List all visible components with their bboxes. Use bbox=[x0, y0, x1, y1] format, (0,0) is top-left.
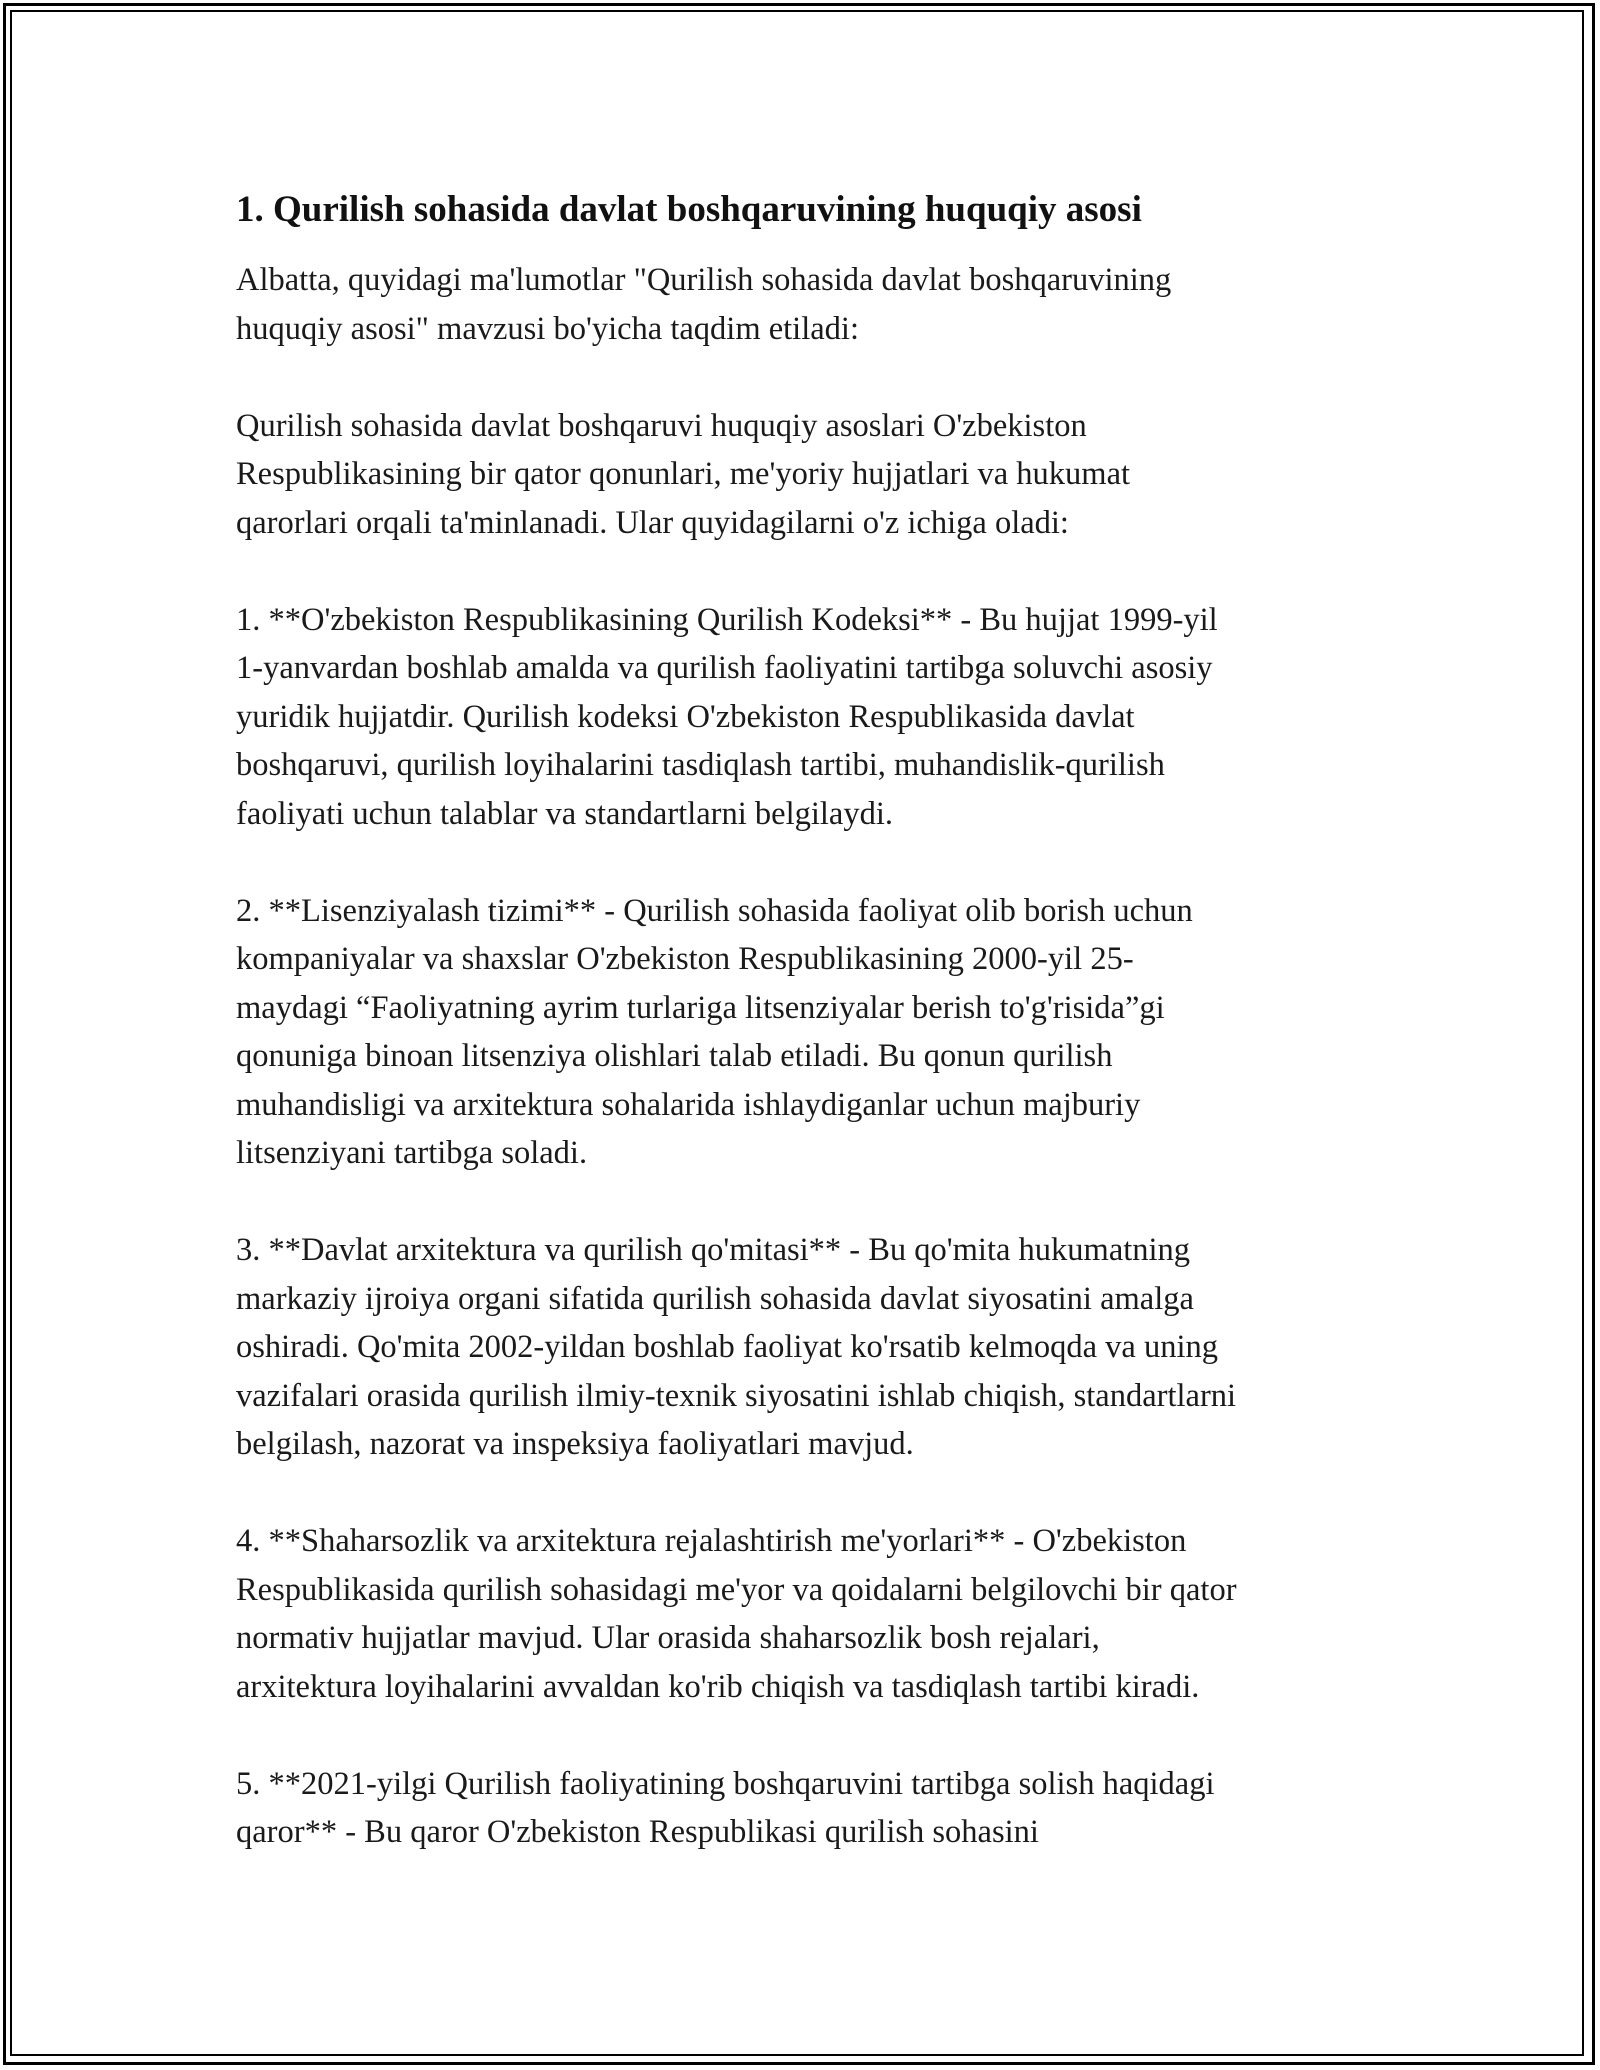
text-line: normativ hujjatlar mavjud. Ular orasida shaharsozlik bosh rejalari, bbox=[236, 1620, 1100, 1656]
text-line: faoliyati uchun talablar va standartlarni belgilaydi. bbox=[236, 795, 893, 832]
text-line: Respublikasida qurilish sohasidagi me'yor va qoidalarni belgilovchi bir qator bbox=[236, 1571, 1237, 1608]
text-line: Albatta, quyidagi ma'lumotlar "Qurilish sohasida davlat boshqaruvining bbox=[236, 262, 1172, 298]
text-line: qarorlari orqali ta'minlanadi. Ular quyidagilarni o'z ichiga oladi: bbox=[236, 504, 1069, 541]
paragraph-overview bbox=[236, 402, 1386, 548]
text-line: boshqaruvi, qurilish loyihalarini tasdiqlash tartibi, muhandislik-qurilish bbox=[236, 747, 1165, 783]
text-line: 1. **O'zbekiston Respublikasining Qurilish Kodeksi** - Bu hujjat 1999-yil bbox=[236, 601, 1218, 638]
text-line: qonuniga binoan litsenziya olishlari talab etiladi. Bu qonun qurilish bbox=[236, 1038, 1113, 1074]
text-line: 2. **Lisenziyalash tizimi** - Qurilish sohasida faoliyat olib borish uchun bbox=[236, 892, 1193, 929]
text-line: arxitektura loyihalarini avvaldan ko'rib chiqish va tasdiqlash tartibi kiradi. bbox=[236, 1668, 1200, 1705]
text-line: 5. **2021-yilgi Qurilish faoliyatining boshqaruvini tartibga solish haqidagi bbox=[236, 1765, 1215, 1802]
text-line: 4. **Shaharsozlik va arxitektura rejalashtirish me'yorlari** - O'zbekiston bbox=[236, 1523, 1187, 1559]
text-line: huquqiy asosi" mavzusi bo'yicha taqdim etiladi: bbox=[236, 310, 859, 347]
text-line: yuridik hujjatdir. Qurilish kodeksi O'zbekiston Respublikasida davlat bbox=[236, 698, 1135, 735]
list-item-4 bbox=[236, 1517, 1386, 1711]
text-line: 3. **Davlat arxitektura va qurilish qo'mitasi** - Bu qo'mita hukumatning bbox=[236, 1232, 1191, 1268]
paragraph-intro bbox=[236, 256, 1386, 353]
list-item-1 bbox=[236, 596, 1386, 839]
text-line: vazifalari orasida qurilish ilmiy-texnik siyosatini ishlab chiqish, standartlarni bbox=[236, 1377, 1237, 1414]
text-line: qaror** - Bu qaror O'zbekiston Respublikasi qurilish sohasini bbox=[236, 1814, 1039, 1850]
text-line: 1-yanvardan boshlab amalda va qurilish faoliyatini tartibga soluvchi asosiy bbox=[236, 650, 1213, 686]
text-line: kompaniyalar va shaxslar O'zbekiston Respublikasining 2000-yil 25- bbox=[236, 941, 1134, 977]
text-line: Respublikasining bir qator qonunlari, me'yoriy hujjatlari va hukumat bbox=[236, 456, 1131, 492]
text-line: litsenziyani tartibga soladi. bbox=[236, 1135, 588, 1171]
text-line: oshiradi. Qo'mita 2002-yildan boshlab faoliyat ko'rsatib kelmoqda va uning bbox=[236, 1329, 1219, 1365]
text-line: maydagi “Faoliyatning ayrim turlariga litsenziyalar berish to'g'risida”gi bbox=[236, 989, 1165, 1026]
text-line: belgilash, nazorat va inspeksiya faoliyatlari mavjud. bbox=[236, 1426, 914, 1462]
text-line: muhandisligi va arxitektura sohalarida ishlaydiganlar uchun majburiy bbox=[236, 1086, 1141, 1123]
text-line: Qurilish sohasida davlat boshqaruvi huquqiy asoslari O'zbekiston bbox=[236, 407, 1087, 444]
list-item-5 bbox=[236, 1760, 1386, 1857]
document-body bbox=[236, 186, 1386, 1905]
list-item-2 bbox=[236, 887, 1386, 1178]
list-item-3 bbox=[236, 1226, 1386, 1469]
text-line: markaziy ijroiya organi sifatida qurilish sohasida davlat siyosatini amalga bbox=[236, 1280, 1194, 1317]
document-title: 1. Qurilish sohasida davlat boshqaruvining huquqiy asosi bbox=[236, 189, 1142, 230]
